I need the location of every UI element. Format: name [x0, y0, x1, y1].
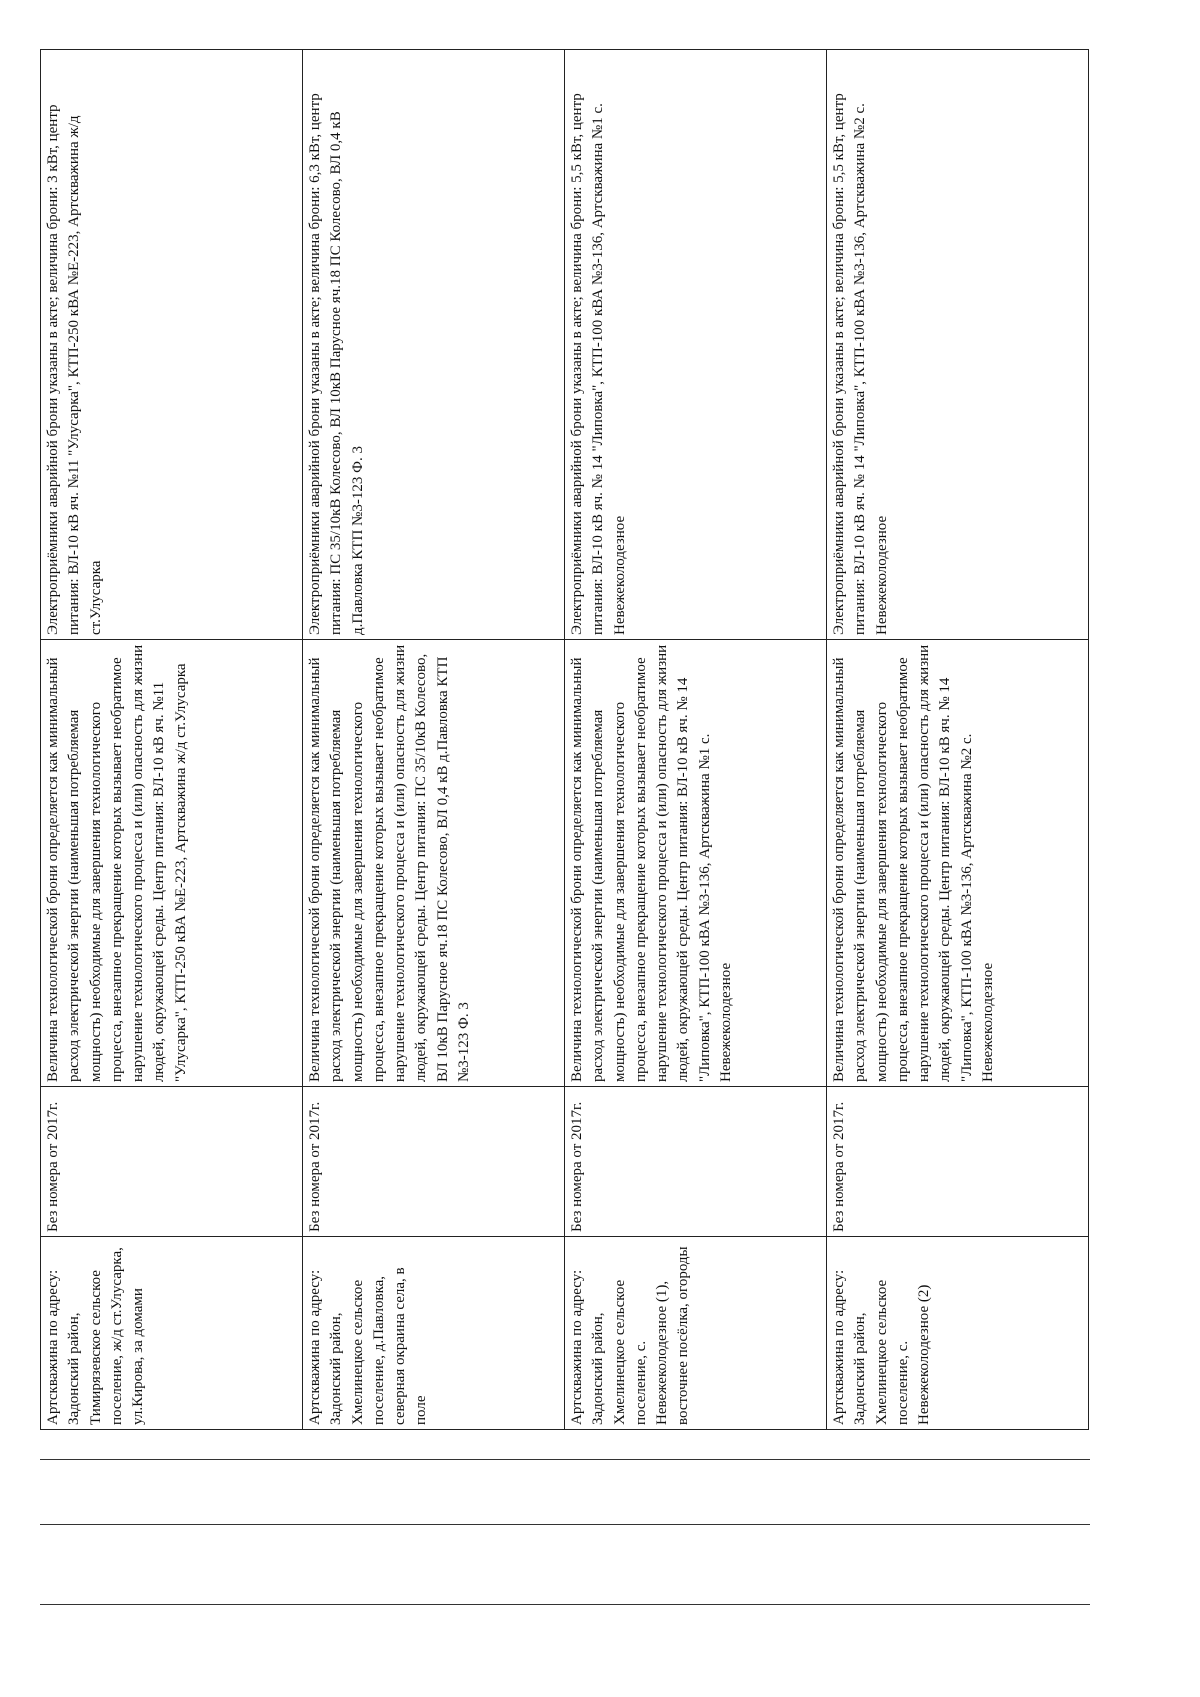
location-cell: Артскважина по адресу: Задонский район, Тимирязевское сельское поселение, ж/д ст.Улусарка, ул.Кирова, за домами — [41, 1237, 303, 1430]
page — [40, 50, 1090, 1630]
act-cell: Без номера от 2017г. — [41, 1087, 303, 1237]
rotated-table-block — [40, 50, 1090, 1630]
table-row — [41, 50, 303, 1430]
act-cell: Без номера от 2017г. — [565, 1087, 827, 1237]
tech-reserve-cell: Величина технологической брони определяется как минимальный расход электрической энергии (наименьшая потребляемая мощность) необходимые для завершения технологического процесса, внезапное прекращение которых вызывает необратимое нарушение технологического процесса и (или) опасность для жизни людей, окружающей среды. Центр питания: ВЛ-10 кВ яч. № 14 "Липовка", КТП-100 кВА №3-136, Артскважина №1 с. Невежеколодезное — [565, 640, 827, 1087]
table-row — [565, 50, 827, 1430]
tech-reserve-cell: Величина технологической брони определяется как минимальный расход электрической энергии (наименьшая потребляемая мощность) необходимые для завершения технологического процесса, внезапное прекращение которых вызывает необратимое нарушение технологического процесса и (или) опасность для жизни людей, окружающей среды. Центр питания: ВЛ-10 кВ яч. №11 "Улусарка", КТП-250 кВА №Е-223, Артскважина ж/д ст.Улусарка — [41, 640, 303, 1087]
location-cell: Артскважина по адресу: Задонский район, Хмелинецкое сельское поселение, д.Павловка, северная окраина села, в поле — [303, 1237, 565, 1430]
location-cell: Артскважина по адресу: Задонский район, Хмелинецкое сельское поселение, с. Невежеколодезное (1), восточнее посёлка, огороды — [565, 1237, 827, 1430]
emergency-reserve-table — [40, 49, 1089, 1430]
footer-rule — [40, 1603, 1090, 1605]
act-cell: Без номера от 2017г. — [827, 1087, 1089, 1237]
table-row — [303, 50, 565, 1430]
tech-reserve-cell: Величина технологической брони определяется как минимальный расход электрической энергии (наименьшая потребляемая мощность) необходимые для завершения технологического процесса, внезапное прекращение которых вызывает необратимое нарушение технологического процесса и (или) опасность для жизни людей, окружающей среды. Центр питания: ВЛ-10 кВ яч. № 14 "Липовка", КТП-100 кВА №3-136, Артскважина №2 с. Невежеколодезное — [827, 640, 1089, 1087]
tech-reserve-cell: Величина технологической брони определяется как минимальный расход электрической энергии (наименьшая потребляемая мощность) необходимые для завершения технологического процесса, внезапное прекращение которых вызывает необратимое нарушение технологического процесса и (или) опасность для жизни людей, окружающей среды. Центр питания: ПС 35/10кВ Колесово, ВЛ 10кВ Парусное яч.18 ПС Колесово, ВЛ 0,4 кВ д.Павловка КТП №3-123 Ф. 3 — [303, 640, 565, 1087]
emergency-reserve-cell: Электроприёмники аварийной брони указаны в акте; величина брони: 5,5 кВт, центр питания: ВЛ-10 кВ яч. № 14 "Липовка", КТП-100 кВА №3-136, Артскважина №2 с. Невежеколодезное — [827, 50, 1089, 640]
emergency-reserve-cell: Электроприёмники аварийной брони указаны в акте; величина брони: 6,3 кВт, центр питания: ПС 35/10кВ Колесово, ВЛ 10кВ Парусное яч.18 ПС Колесово, ВЛ 0,4 кВ д.Павловка КТП №3-123 Ф. 3 — [303, 50, 565, 640]
location-cell: Артскважина по адресу: Задонский район, Хмелинецкое сельское поселение, с. Невежеколодезное (2) — [827, 1237, 1089, 1430]
footer-rule — [40, 1458, 1090, 1460]
footer-rule — [40, 1523, 1090, 1525]
emergency-reserve-cell: Электроприёмники аварийной брони указаны в акте; величина брони: 5,5 кВт, центр питания: ВЛ-10 кВ яч. № 14 "Липовка", КТП-100 кВА №3-136, Артскважина №1 с. Невежеколодезное — [565, 50, 827, 640]
act-cell: Без номера от 2017г. — [303, 1087, 565, 1237]
table-row — [827, 50, 1089, 1430]
emergency-reserve-cell: Электроприёмники аварийной брони указаны в акте; величина брони: 3 кВт, центр питания: ВЛ-10 кВ яч. №11 "Улусарка", КТП-250 кВА №Е-223, Артскважина ж/д ст.Улусарка — [41, 50, 303, 640]
